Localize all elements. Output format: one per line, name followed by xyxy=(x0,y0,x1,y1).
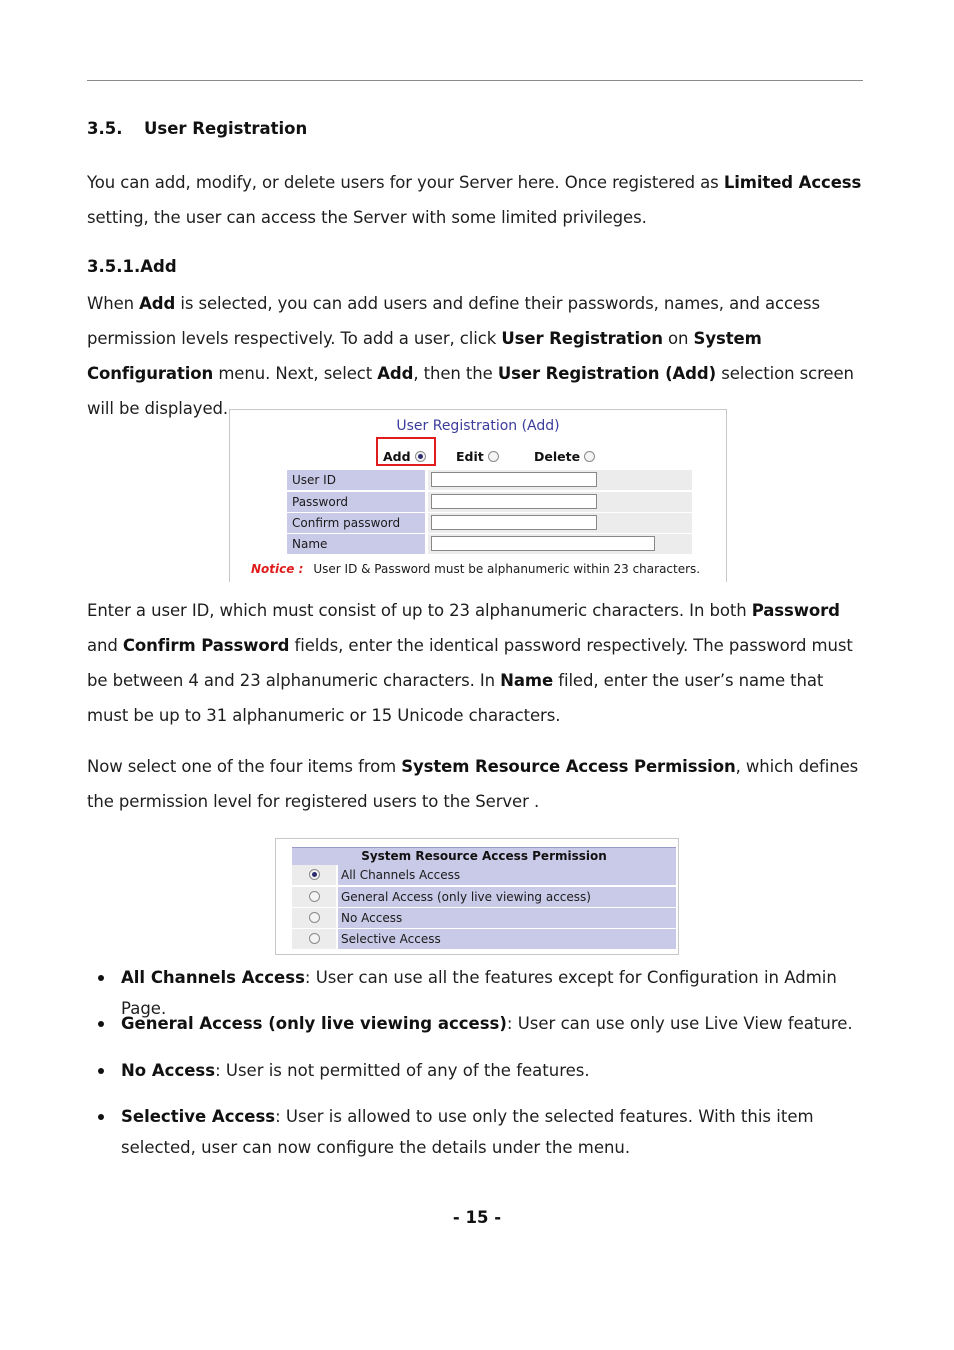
entry-paragraph xyxy=(87,593,863,733)
add-paragraph xyxy=(87,286,863,426)
access-permission-screenshot xyxy=(275,838,679,955)
intro-paragraph xyxy=(87,165,863,235)
page-number: - 15 - xyxy=(452,1208,502,1227)
password-label: Password xyxy=(287,492,425,512)
permission-table-title: System Resource Access Permission xyxy=(292,847,676,865)
add-bold-3: System Configuration xyxy=(87,329,762,383)
registration-title: User Registration (Add) xyxy=(396,418,560,434)
bullet-term-all-channels: All Channels Access xyxy=(121,968,305,987)
all-channels-label: All Channels Access xyxy=(338,865,676,885)
add-bold-1: Add xyxy=(139,294,176,313)
password-input[interactable] xyxy=(431,494,597,509)
selective-access-radio[interactable] xyxy=(309,933,320,944)
bullet-text-general-access: : User can use only use Live View feature. xyxy=(506,1014,853,1033)
user-id-input[interactable] xyxy=(431,472,597,487)
confirm-password-row xyxy=(287,513,692,533)
user-id-row xyxy=(287,470,692,490)
perm-text-2: , which defines the permission level for registered users to the Server . xyxy=(87,757,859,811)
all-channels-radio[interactable] xyxy=(309,869,320,880)
add-text-5: , then the xyxy=(413,364,498,383)
entry-text-1: Enter a user ID, which must consist of up to 23 alphanumeric characters. In both xyxy=(87,601,752,620)
mode-edit-radio[interactable] xyxy=(488,451,499,462)
notice-text: User ID & Password must be alphanumeric within 23 characters. xyxy=(313,562,701,576)
selective-access-label: Selective Access xyxy=(338,929,676,949)
name-label: Name xyxy=(287,534,425,554)
confirm-password-label: Confirm password xyxy=(287,513,425,533)
permission-paragraph xyxy=(87,749,863,819)
user-registration-add-screenshot xyxy=(229,409,727,582)
no-access-label: No Access xyxy=(338,908,676,928)
password-row xyxy=(287,492,692,512)
entry-text-3: fields, enter the identical password respectively. The password must be between 4 and 23 alphanumeric characters. In xyxy=(87,636,853,690)
add-bold-5: User Registration (Add) xyxy=(497,364,717,383)
mode-delete[interactable] xyxy=(534,446,595,468)
mode-add-radio[interactable] xyxy=(415,451,426,462)
section-title: User Registration xyxy=(144,119,308,138)
add-text-1: When xyxy=(87,294,140,313)
header-rule xyxy=(87,80,863,81)
no-access-radio[interactable] xyxy=(309,912,320,923)
bullet-selective-access xyxy=(121,1101,861,1163)
bullet-text-selective-access: : User is allowed to use only the selected features. With this item selected, user can now configure the details under the menu. xyxy=(121,1107,814,1157)
permission-option-general[interactable] xyxy=(292,887,676,907)
notice-label: Notice : xyxy=(251,562,304,576)
mode-add[interactable] xyxy=(383,446,426,468)
notice-line xyxy=(251,562,700,576)
entry-bold-2: Confirm Password xyxy=(122,636,290,655)
perm-bold-1: System Resource Access Permission xyxy=(401,757,736,776)
name-input[interactable] xyxy=(431,536,655,551)
add-bold-2: User Registration xyxy=(501,329,663,348)
bullet-term-selective-access: Selective Access xyxy=(121,1107,276,1126)
permission-option-selective[interactable] xyxy=(292,929,676,949)
bullet-text-all-channels: : User can use all the features except for Configuration in Admin Page. xyxy=(121,968,837,1018)
bullet-term-general-access: General Access (only live viewing access) xyxy=(121,1014,507,1033)
add-text-3: on xyxy=(662,329,694,348)
confirm-password-input[interactable] xyxy=(431,515,597,530)
bullet-general-access xyxy=(121,1008,861,1039)
subsection-heading: 3.5.1.Add xyxy=(87,257,177,276)
mode-edit[interactable] xyxy=(456,446,499,468)
section-number: 3.5. xyxy=(87,119,123,138)
mode-edit-label: Edit xyxy=(456,449,484,464)
mode-add-label: Add xyxy=(383,449,411,464)
mode-delete-radio[interactable] xyxy=(584,451,595,462)
name-row xyxy=(287,534,692,554)
user-id-label: User ID xyxy=(287,470,425,490)
entry-bold-3: Name xyxy=(500,671,554,690)
intro-text-1: You can add, modify, or delete users for your Server here. Once registered as xyxy=(87,173,724,192)
add-text-2: is selected, you can add users and define their passwords, names, and access permission levels respectively. To add a user, click xyxy=(87,294,820,348)
add-text-6: selection screen will be displayed. xyxy=(87,364,854,418)
section-heading xyxy=(87,119,307,138)
add-text-4: menu. Next, select xyxy=(213,364,378,383)
entry-text-4: filed, enter the user’s name that must be up to 31 alphanumeric or 15 Unicode characters. xyxy=(87,671,824,725)
permission-option-no-access[interactable] xyxy=(292,908,676,928)
bullet-text-no-access: : User is not permitted of any of the features. xyxy=(215,1061,590,1080)
permission-option-all-channels[interactable] xyxy=(292,865,676,885)
bullet-no-access xyxy=(121,1055,861,1086)
intro-text-2: setting, the user can access the Server with some limited privileges. xyxy=(87,208,647,227)
mode-delete-label: Delete xyxy=(534,449,581,464)
general-access-radio[interactable] xyxy=(309,891,320,902)
bullet-term-no-access: No Access xyxy=(121,1061,216,1080)
intro-bold-limited-access: Limited Access xyxy=(723,173,862,192)
perm-text-1: Now select one of the four items from xyxy=(87,757,402,776)
entry-bold-1: Password xyxy=(751,601,840,620)
add-bold-4: Add xyxy=(377,364,414,383)
mode-selector xyxy=(230,446,726,468)
general-access-label: General Access (only live viewing access) xyxy=(338,887,676,907)
entry-text-2: and xyxy=(87,636,123,655)
